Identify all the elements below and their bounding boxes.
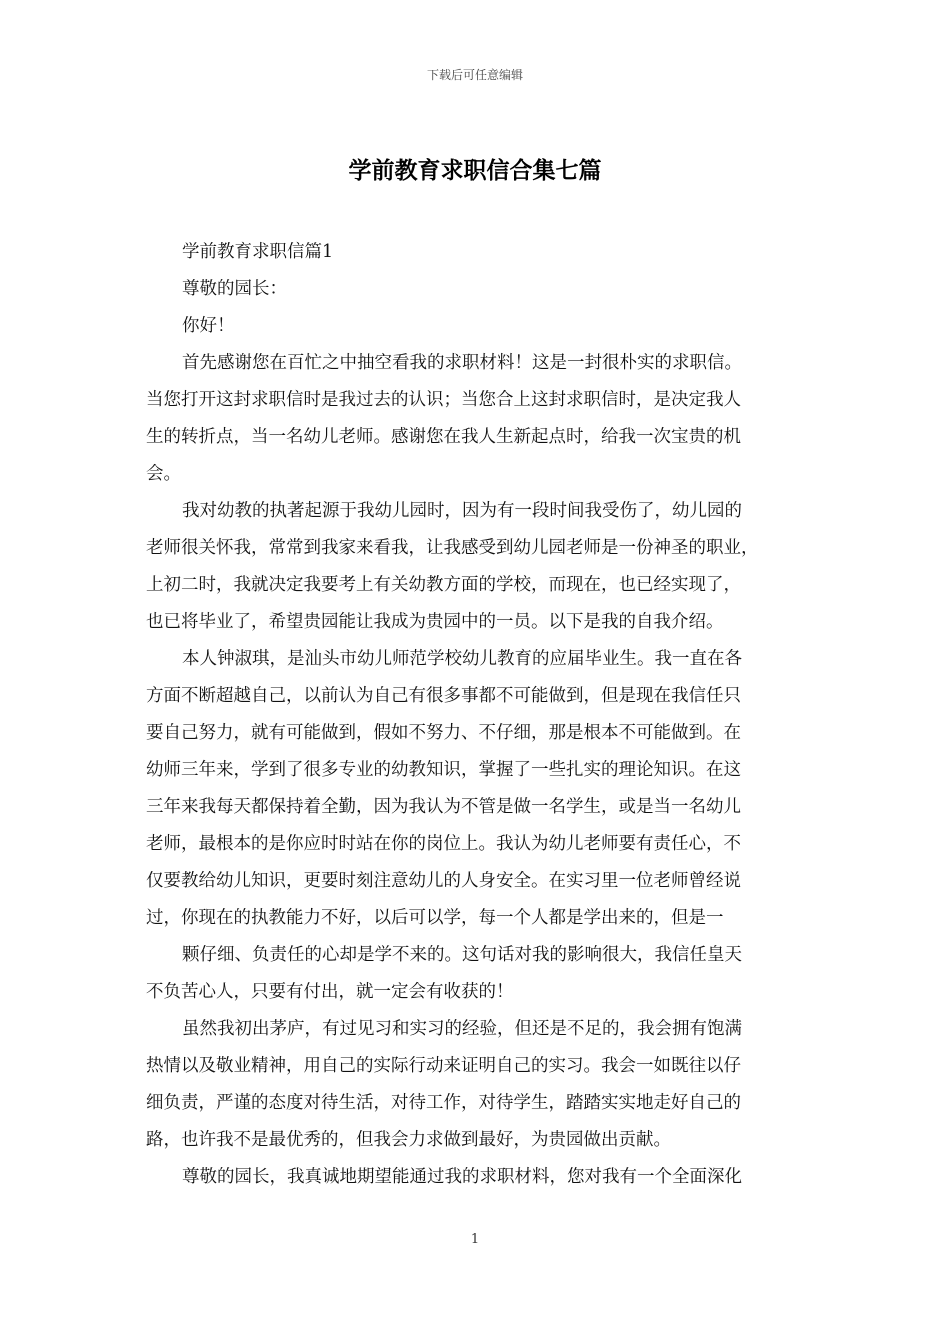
- text-line: 颗仔细、负责任的心却是学不来的。这句话对我的影响很大，我信任皇天: [182, 945, 742, 965]
- text-line: 不负苦心人，只要有付出，就一定会有收获的！: [146, 982, 514, 1002]
- text-line: 也已将毕业了，希望贵园能让我成为贵园中的一员。以下是我的自我介绍。: [146, 612, 724, 632]
- text-line: 首先感谢您在百忙之中抽空看我的求职材料！这是一封很朴实的求职信。: [182, 353, 742, 373]
- page-number: 1: [470, 1232, 480, 1247]
- document-title: 学前教育求职信合集七篇: [348, 157, 602, 184]
- text-line: 学前教育求职信篇1: [182, 242, 334, 262]
- text-line: 过，你现在的执教能力不好，以后可以学，每一个人都是学出来的，但是一: [146, 908, 724, 928]
- document-body: [146, 234, 810, 1196]
- text-line: 生的转折点，当一名幼儿老师。感谢您在我人生新起点时，给我一次宝贵的机: [146, 427, 741, 447]
- text-line: 路，也许我不是最优秀的，但我会力求做到最好，为贵园做出贡献。: [146, 1130, 671, 1150]
- text-line: 老师很关怀我，常常到我家来看我，让我感受到幼儿园老师是一份神圣的职业，: [146, 538, 759, 558]
- text-line: 本人钟淑琪，是汕头市幼儿师范学校幼儿教育的应届毕业生。我一直在各: [182, 649, 742, 669]
- page-header-note: 下载后可任意编辑: [426, 68, 523, 82]
- text-line: 我对幼教的执著起源于我幼儿园时，因为有一段时间我受伤了，幼儿园的: [182, 501, 742, 521]
- text-line: 热情以及敬业精神，用自己的实际行动来证明自己的实习。我会一如既往以仔: [146, 1056, 741, 1076]
- text-line: 尊敬的园长：: [182, 279, 287, 299]
- text-line: 细负责，严谨的态度对待生活，对待工作，对待学生，踏踏实实地走好自己的: [146, 1093, 741, 1113]
- text-line: 当您打开这封求职信时是我过去的认识；当您合上这封求职信时，是决定我人: [146, 390, 741, 410]
- text-line: 你好！: [182, 316, 235, 336]
- text-line: 仅要教给幼儿知识，更要时刻注意幼儿的人身安全。在实习里一位老师曾经说: [146, 871, 741, 891]
- text-line: 上初二时，我就决定我要考上有关幼教方面的学校，而现在，也已经实现了，: [146, 575, 741, 595]
- text-line: 虽然我初出茅庐，有过见习和实习的经验，但还是不足的，我会拥有饱满: [182, 1019, 742, 1039]
- text-line: 会。: [146, 464, 181, 484]
- text-line: 尊敬的园长，我真诚地期望能通过我的求职材料，您对我有一个全面深化: [182, 1167, 742, 1187]
- text-line: 幼师三年来，学到了很多专业的幼教知识，掌握了一些扎实的理论知识。在这: [146, 760, 741, 780]
- text-line: 方面不断超越自己，以前认为自己有很多事都不可能做到，但是现在我信任只: [146, 686, 741, 706]
- text-line: 老师，最根本的是你应时时站在你的岗位上。我认为幼儿老师要有责任心，不: [146, 834, 741, 854]
- text-line: 三年来我每天都保持着全勤，因为我认为不管是做一名学生，或是当一名幼儿: [146, 797, 741, 817]
- text-line: 要自己努力，就有可能做到，假如不努力、不仔细，那是根本不可能做到。在: [146, 723, 741, 743]
